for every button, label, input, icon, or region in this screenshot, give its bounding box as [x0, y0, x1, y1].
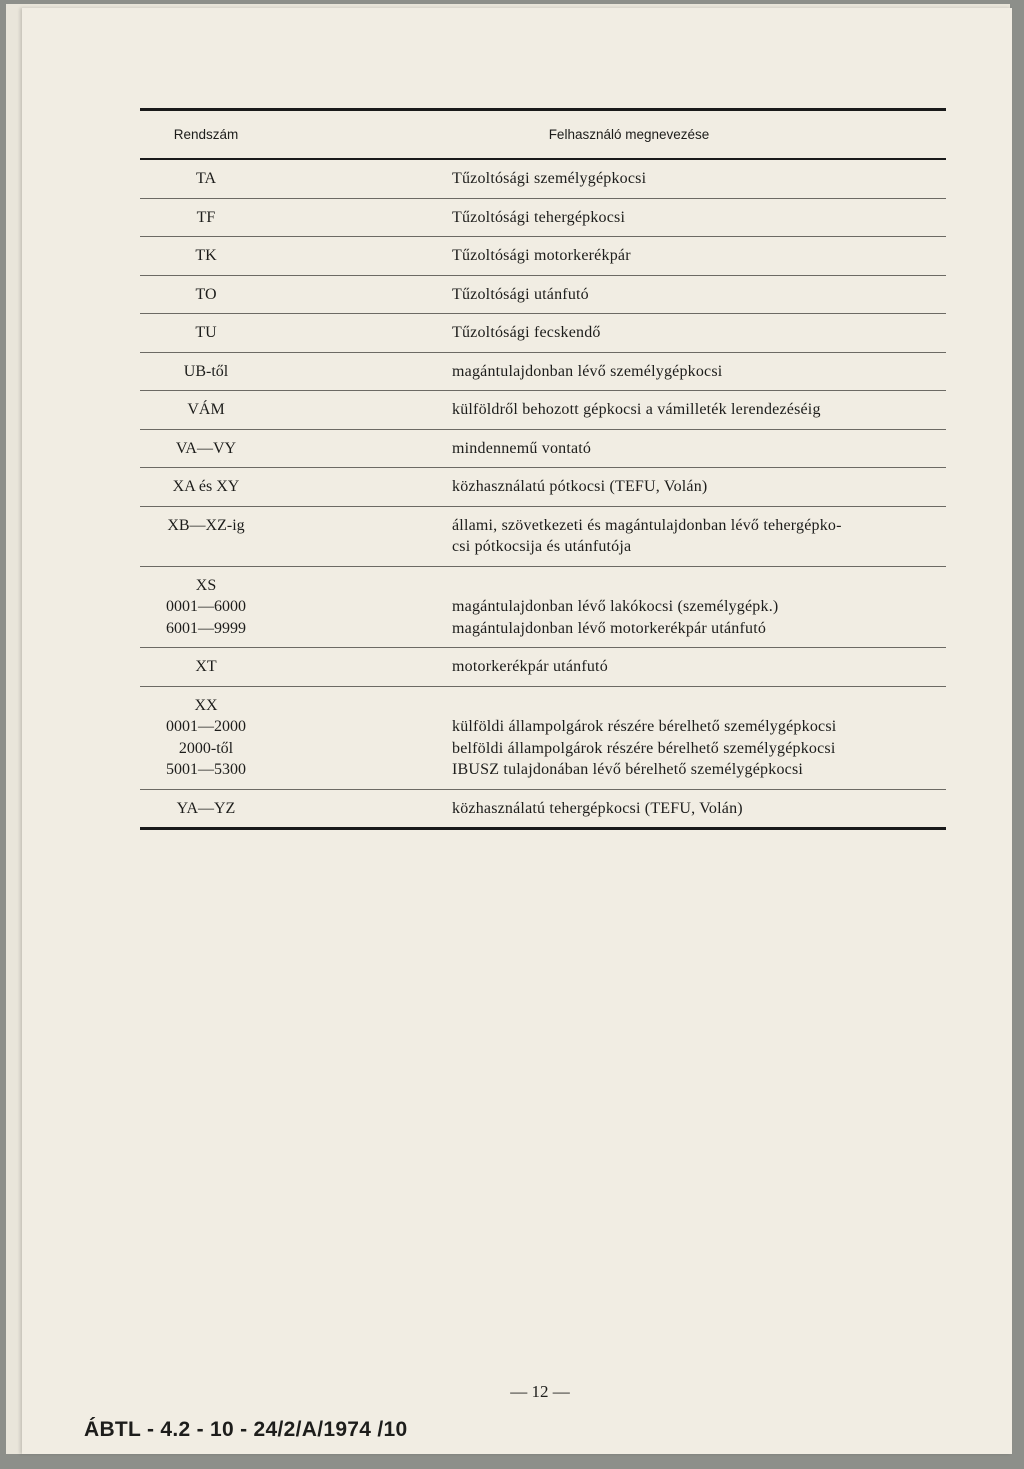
license-plate-table: [140, 108, 946, 830]
user-description: magántulajdonban lévő motorkerékpár utánfutó: [452, 619, 767, 637]
table-row: [140, 313, 946, 352]
table-row: [140, 275, 946, 314]
user-description: [452, 695, 946, 717]
user-description-cell: [452, 207, 946, 229]
plate-code-cell: [140, 361, 272, 383]
header-user-description: Felhasználó megnevezése: [548, 127, 710, 142]
user-description-cell: [452, 798, 946, 820]
table-row: [140, 390, 946, 429]
plate-code: TO: [195, 285, 217, 303]
plate-code: 6001—9999: [166, 619, 246, 637]
plate-code: VÁM: [187, 401, 225, 418]
plate-code-cell: [140, 438, 272, 460]
user-description: IBUSZ tulajdonában lévő bérelhető személygépkocsi: [452, 761, 804, 778]
plate-code-cell: [140, 207, 272, 229]
page-number: — 12 —: [510, 1382, 570, 1401]
plate-code: VA—VY: [175, 439, 237, 457]
plate-code: TA: [195, 170, 217, 187]
header-plate-code: Rendszám: [173, 127, 239, 142]
user-description-cell: [452, 361, 946, 383]
plate-code-cell: [140, 245, 272, 267]
plate-code-cell: [140, 575, 272, 640]
plate-code: YA—YZ: [176, 799, 236, 817]
plate-code: UB-től: [183, 362, 229, 380]
plate-code-cell: [140, 656, 272, 678]
user-description: magántulajdonban lévő személygépkocsi: [452, 362, 723, 380]
plate-code-cell: [140, 476, 272, 498]
plate-code-cell: [140, 284, 272, 306]
plate-code: XA és XY: [172, 478, 240, 495]
user-description: belföldi állampolgárok részére bérelhető személygépkocsi: [452, 739, 836, 757]
user-description: Tűzoltósági motorkerékpár: [452, 247, 631, 264]
archive-reference: ÁBTL - 4.2 - 10 - 24/2/A/1974 /10: [84, 1418, 408, 1441]
table-row: [140, 352, 946, 391]
table-row: [140, 647, 946, 686]
plate-code: TU: [195, 324, 217, 341]
user-description-cell: [452, 656, 946, 678]
table-row: [140, 429, 946, 468]
table-row: [140, 686, 946, 789]
table-body: [140, 160, 946, 827]
plate-code-cell: [140, 322, 272, 344]
user-description: mindennemű vontató: [452, 439, 592, 457]
user-description-cell: [452, 399, 946, 421]
plate-code: TK: [195, 247, 217, 264]
user-description: külföldről behozott gépkocsi a vámilleték lerendezéséig: [452, 401, 821, 418]
plate-code-cell: [140, 515, 272, 558]
plate-code: 0001—6000: [166, 598, 246, 615]
user-description: [452, 575, 946, 597]
user-description: közhasználatú tehergépkocsi (TEFU, Volán): [452, 799, 743, 817]
user-description-cell: [452, 322, 946, 344]
user-description: állami, szövetkezeti és magántulajdonban lévő tehergépko-: [452, 516, 842, 534]
table-row: [140, 506, 946, 566]
user-description: külföldi állampolgárok részére bérelhető személygépkocsi: [452, 718, 837, 735]
user-description: Tűzoltósági fecskendő: [452, 324, 601, 341]
plate-code: 5001—5300: [166, 761, 246, 778]
user-description: közhasználatú pótkocsi (TEFU, Volán): [452, 478, 708, 495]
plate-code-cell: [140, 695, 272, 781]
table-row: [140, 467, 946, 506]
plate-code: TF: [196, 208, 216, 226]
user-description: Tűzoltósági utánfutó: [452, 285, 589, 303]
plate-code: XB—XZ-ig: [167, 516, 245, 534]
plate-code: XX: [194, 696, 218, 714]
user-description: csi pótkocsija és utánfutója: [452, 538, 632, 555]
user-description: Tűzoltósági tehergépkocsi: [452, 208, 626, 226]
table-row: [140, 160, 946, 198]
plate-code-cell: [140, 168, 272, 190]
plate-code: 2000-től: [178, 739, 234, 757]
user-description: magántulajdonban lévő lakókocsi (személygépk.): [452, 598, 779, 615]
table-row: [140, 789, 946, 828]
user-description-cell: [452, 695, 946, 781]
plate-code-cell: [140, 399, 272, 421]
table-header: [140, 111, 946, 160]
table-row: [140, 566, 946, 648]
table-row: [140, 198, 946, 237]
plate-code: XT: [195, 658, 217, 675]
user-description: motorkerékpár utánfutó: [452, 658, 608, 675]
user-description-cell: [452, 245, 946, 267]
user-description-cell: [452, 284, 946, 306]
plate-code: 0001—2000: [166, 718, 246, 735]
user-description-cell: [452, 168, 946, 190]
user-description: Tűzoltósági személygépkocsi: [452, 170, 647, 187]
user-description-cell: [452, 476, 946, 498]
document-page: [22, 8, 1012, 1454]
user-description-cell: [452, 515, 946, 558]
plate-code: XS: [195, 576, 217, 594]
user-description-cell: [452, 438, 946, 460]
plate-code-cell: [140, 798, 272, 820]
user-description-cell: [452, 575, 946, 640]
table-row: [140, 236, 946, 275]
